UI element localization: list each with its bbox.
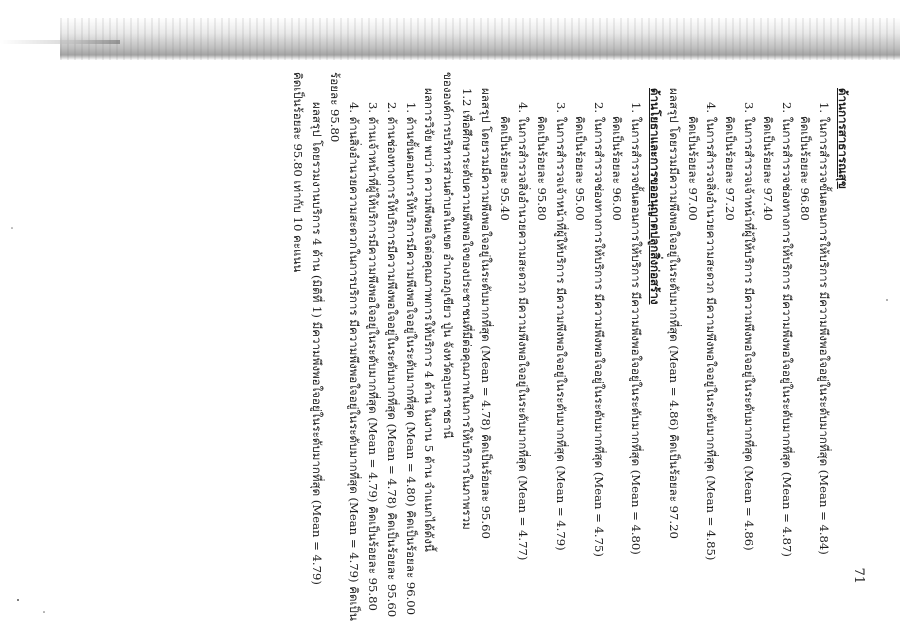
objective-heading: 1.2 เพื่อศึกษาระดับความพึงพอใจของประชาชนที่มีต่อคุณภาพในการให้บริการในภาพรวม — [460, 88, 475, 530]
list-item: 3. ในการสำรวจเจ้าหน้าที่ผู้ให้บริการ มีความพึงพอใจอยู่ในระดับมากที่สุด (Mean = 4.86) — [742, 102, 757, 551]
overall-summary: ผลสรุป โดยรวมงานบริการ 4 ด้าน (มิติที่ 1) มีความพึงพอใจอยู่ในระดับมากที่สุด (Mean = 4.79) — [309, 102, 324, 585]
section-summary: ผลสรุป โดยรวมมีความพึงพอใจอยู่ในระดับมากที่สุด (Mean = 4.86) คิดเป็นร้อยละ 97.20 — [666, 88, 681, 539]
list-item-continuation: คิดเป็นร้อยละ 95.00 — [572, 116, 587, 221]
section-title-public-works: ด้านโยธาและการขออนุญาตปลูกสิ่งก่อสร้าง — [648, 88, 663, 305]
list-item: 4. ในการสำรวจสิ่งอำนวยความสะดวก มีความพึงพอใจอยู่ในระดับมากที่สุด (Mean = 4.85) — [704, 102, 719, 561]
list-item: 1. ในการสำรวจขั้นตอนการให้บริการ มีความพึงพอใจอยู่ในระดับมากที่สุด (Mean = 4.84) — [817, 102, 832, 555]
scan-edge-line — [0, 40, 120, 44]
list-item-continuation: คิดเป็นร้อยละ 96.00 — [610, 116, 625, 221]
list-item: 3. ด้านเจ้าหน้าที่ผู้ให้บริการมีความพึงพอใจอยู่ในระดับมากที่สุด (Mean = 4.79) คิดเป็นร้อยละ 95.80 — [366, 102, 381, 611]
list-item-continuation: คิดเป็นร้อยละ 97.00 — [685, 116, 700, 221]
list-item-continuation: คิดเป็นร้อยละ 97.40 — [760, 116, 775, 221]
objective-finding: ผลการวิจัย พบว่า ความพึงพอใจต่อคุณภาพการให้บริการ 4 ด้าน ในงาน 5 ด้าน จำแนกได้ดังนี้ — [422, 88, 437, 552]
section-title-public-health: ด้านการสาธารณสุข — [836, 88, 850, 189]
list-item: 1. ในการสำรวจขั้นตอนการให้บริการ มีความพึงพอใจอยู่ในระดับมากที่สุด (Mean = 4.80) — [629, 102, 644, 555]
list-item-continuation: คิดเป็นร้อยละ 96.80 — [798, 116, 813, 221]
scan-shadow-band — [60, 18, 900, 60]
list-item-continuation: คิดเป็นร้อยละ 95.40 — [497, 116, 512, 221]
list-item: 3. ในการสำรวจเจ้าหน้าที่ผู้ให้บริการ มีความพึงพอใจอยู่ในระดับมากที่สุด (Mean = 4.79) — [554, 102, 569, 551]
list-item-continuation: ร้อยละ 95.80 — [328, 72, 343, 143]
objective-heading-continuation: ขององค์การบริหารส่วนตำบลในเขต อำเภอภูเขียว ปู่น จังหวัดอุบลราชธานี — [441, 72, 456, 439]
list-item: 2. ในการสำรวจช่องทางการให้บริการ มีความพึงพอใจอยู่ในระดับมากที่สุด (Mean = 4.75) — [591, 102, 606, 557]
rotated-document-page — [150, 60, 870, 620]
section-summary: ผลสรุป โดยรวมมีความพึงพอใจอยู่ในระดับมากที่สุด (Mean = 4.78) คิดเป็นร้อยละ 95.60 — [478, 88, 493, 539]
list-item-continuation: คิดเป็นร้อยละ 97.20 — [723, 116, 738, 221]
page-number: 71 — [851, 567, 866, 584]
overall-summary-continuation: คิดเป็นร้อยละ 95.80 เท่ากับ 10 คะแนน — [290, 72, 305, 273]
list-item: 1. ด้านขั้นตอนการให้บริการมีความพึงพอใจอยู่ในระดับมากที่สุด (Mean = 4.80) คิดเป็นร้อยละ 96.00 — [403, 102, 418, 616]
list-item: 2. ในการสำรวจช่องทางการให้บริการ มีความพึงพอใจอยู่ในระดับมากที่สุด (Mean = 4.87) — [779, 102, 794, 557]
list-item: 4. ด้านสิ่งอำนวยความสะดวกในการบริการ มีความพึงพอใจอยู่ในระดับมากที่สุด (Mean = 4.79) คิดเป็น — [347, 102, 362, 621]
document-body — [288, 72, 852, 621]
list-item: 4. ในการสำรวจสิ่งอำนวยความสะดวก มีความพึงพอใจอยู่ในระดับมากที่สุด (Mean = 4.77) — [516, 102, 531, 561]
list-item: 2. ด้านช่องทางการให้บริการมีความพึงพอใจอยู่ในระดับมากที่สุด (Mean = 4.78) คิดเป็นร้อยละ 95.60 — [384, 102, 399, 618]
list-item-continuation: คิดเป็นร้อยละ 95.80 — [535, 116, 550, 221]
